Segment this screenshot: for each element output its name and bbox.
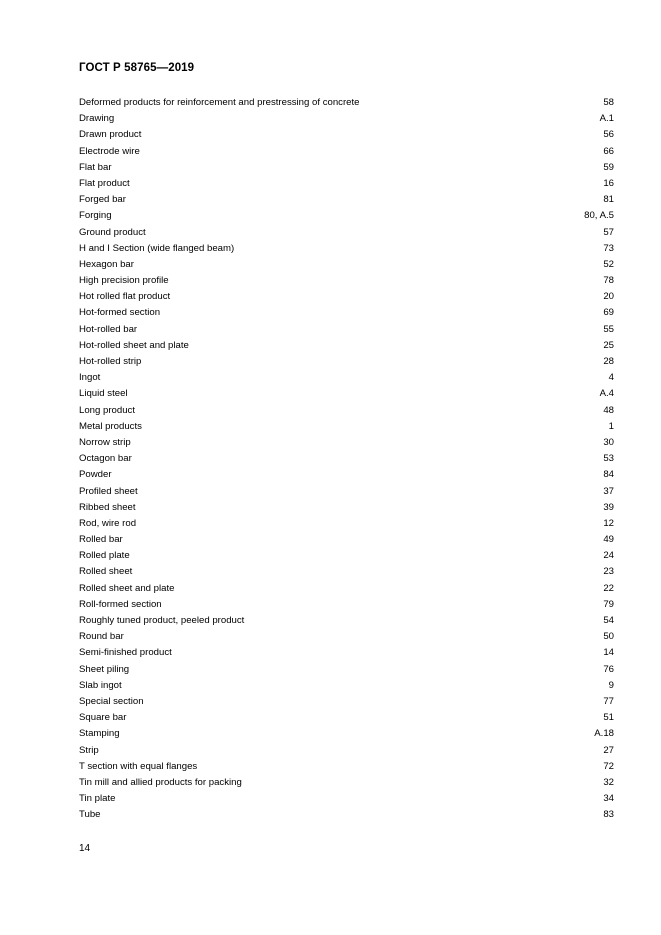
index-term-reference: 52	[603, 258, 614, 270]
index-term: Strip	[79, 744, 99, 756]
index-term: Rod, wire rod	[79, 517, 137, 529]
index-entry	[79, 225, 614, 241]
index-entry	[79, 403, 614, 419]
index-term-reference: 84	[603, 469, 614, 481]
index-term: Square bar	[79, 712, 127, 724]
index-term: Tin mill and allied products for packing	[79, 776, 242, 788]
index-term-reference: 16	[603, 177, 614, 189]
index-term: Rolled sheet and plate	[79, 582, 175, 594]
index-entry	[79, 500, 614, 516]
index-entry	[79, 710, 614, 726]
index-term: Roughly tuned product, peeled product	[79, 615, 245, 626]
index-term-reference: 50	[603, 631, 614, 643]
index-term: Hot-formed section	[79, 307, 161, 319]
index-term: Profiled sheet	[79, 485, 138, 497]
index-term-reference: 39	[603, 501, 614, 513]
index-entry	[79, 273, 614, 289]
index-term-reference: 53	[603, 453, 614, 465]
index-term-reference: 9	[608, 679, 614, 691]
index-entry	[79, 305, 614, 321]
index-entry	[79, 370, 614, 386]
index-term-reference: 22	[603, 582, 614, 594]
page-header: ГОСТ Р 58765—2019	[79, 62, 195, 74]
index-entry	[79, 354, 614, 370]
index-entry	[79, 743, 614, 759]
index-entry	[79, 564, 614, 580]
index-term: Hot rolled flat product	[79, 291, 171, 303]
index-term: Slab ingot	[79, 679, 122, 691]
index-term: Sheet piling	[79, 663, 130, 675]
index-entry	[79, 257, 614, 273]
index-term-reference: 72	[603, 760, 614, 772]
index-entry	[79, 791, 614, 807]
index-term: Ribbed sheet	[79, 501, 136, 513]
index-term: Forged bar	[79, 194, 126, 206]
index-entry	[79, 759, 614, 775]
index-term: Rolled bar	[79, 534, 123, 546]
index-entry	[79, 597, 614, 613]
index-term-reference: 55	[603, 323, 614, 335]
index-term-reference: A.4	[599, 388, 614, 400]
index-term: Tube	[79, 809, 101, 821]
index-term-reference: 23	[603, 566, 614, 578]
index-entry	[79, 338, 614, 354]
index-term-reference: 28	[603, 356, 614, 367]
index-term-reference: 73	[603, 242, 614, 254]
index-term-reference: 1	[608, 420, 614, 432]
index-term-reference: 81	[603, 194, 614, 206]
index-entry	[79, 532, 614, 548]
page-number: 14	[79, 843, 91, 854]
index-entry	[79, 678, 614, 694]
index-entry	[79, 176, 614, 192]
index-term-reference: 4	[608, 372, 614, 384]
index-term-reference: 48	[603, 404, 614, 416]
index-term: Semi-finished product	[79, 647, 172, 659]
index-term-reference: 14	[603, 647, 614, 659]
index-term: Special section	[79, 695, 144, 707]
index-term: Tin plate	[79, 793, 116, 805]
index-entry	[79, 192, 614, 208]
index-entry	[79, 613, 614, 629]
index-term-reference: 57	[603, 226, 614, 238]
index-term: High precision profile	[79, 275, 169, 287]
index-term-reference: A.18	[594, 728, 614, 740]
index-entry	[79, 662, 614, 678]
index-entry	[79, 807, 614, 823]
index-entry	[79, 95, 614, 111]
index-term-reference: 79	[603, 598, 614, 610]
index-term-reference: 80, A.5	[584, 210, 614, 222]
index-entry	[79, 160, 614, 176]
index-term-reference: 51	[603, 712, 614, 724]
index-entry	[79, 775, 614, 791]
index-entry	[79, 581, 614, 597]
index-entry	[79, 322, 614, 338]
index-entry	[79, 726, 614, 742]
index-term: Flat product	[79, 177, 130, 189]
index-term-reference: 54	[603, 615, 614, 626]
index-term-reference: 83	[603, 809, 614, 821]
index-term: Metal products	[79, 420, 142, 432]
index-term: H and I Section (wide flanged beam)	[79, 242, 235, 254]
term-index-list	[79, 95, 614, 823]
index-term: Ingot	[79, 372, 101, 384]
index-term-reference: A.1	[599, 113, 614, 125]
index-term: Drawing	[79, 113, 115, 125]
index-term-reference: 12	[603, 517, 614, 529]
index-entry	[79, 548, 614, 564]
index-term-reference: 56	[603, 129, 614, 141]
index-entry	[79, 208, 614, 224]
index-term-reference: 66	[603, 145, 614, 157]
index-term-reference: 27	[603, 744, 614, 756]
index-term-reference: 59	[603, 161, 614, 173]
index-term-reference: 76	[603, 663, 614, 675]
index-term: Hexagon bar	[79, 258, 134, 270]
index-term: Roll-formed section	[79, 598, 162, 610]
index-term-reference: 32	[603, 776, 614, 788]
index-term-reference: 34	[603, 793, 614, 805]
index-entry	[79, 645, 614, 661]
index-entry	[79, 629, 614, 645]
index-entry	[79, 419, 614, 435]
index-entry	[79, 289, 614, 305]
index-term-reference: 78	[603, 275, 614, 287]
index-term: Ground product	[79, 226, 146, 238]
index-term-reference: 69	[603, 307, 614, 319]
index-term: Hot-rolled strip	[79, 356, 142, 367]
index-term: Electrode wire	[79, 145, 140, 157]
index-term: Drawn product	[79, 129, 142, 141]
index-term: Liquid steel	[79, 388, 128, 400]
index-entry	[79, 435, 614, 451]
index-term-reference: 24	[603, 550, 614, 562]
index-entry	[79, 467, 614, 483]
index-term: Deformed products for reinforcement and prestressing of concrete	[79, 97, 360, 108]
index-term-reference: 49	[603, 534, 614, 546]
index-term: Flat bar	[79, 161, 112, 173]
index-entry	[79, 111, 614, 127]
index-term-reference: 30	[603, 436, 614, 448]
index-term: Round bar	[79, 631, 124, 643]
index-entry	[79, 127, 614, 143]
index-term: Stamping	[79, 728, 120, 740]
index-entry	[79, 241, 614, 257]
index-term: T section with equal flanges	[79, 760, 198, 772]
index-term: Forging	[79, 210, 112, 222]
index-entry	[79, 144, 614, 160]
index-term: Long product	[79, 404, 136, 416]
index-term-reference: 77	[603, 695, 614, 707]
index-term: Powder	[79, 469, 112, 481]
index-term-reference: 25	[603, 339, 614, 351]
index-term: Rolled plate	[79, 550, 130, 562]
index-term: Norrow strip	[79, 436, 131, 448]
index-entry	[79, 386, 614, 402]
index-term: Octagon bar	[79, 453, 132, 465]
index-entry	[79, 451, 614, 467]
index-entry	[79, 484, 614, 500]
index-term: Hot-rolled sheet and plate	[79, 339, 189, 351]
index-entry	[79, 694, 614, 710]
index-term-reference: 37	[603, 485, 614, 497]
index-entry	[79, 516, 614, 532]
index-term-reference: 20	[603, 291, 614, 303]
index-term-reference: 58	[603, 97, 614, 108]
index-term: Hot-rolled bar	[79, 323, 138, 335]
index-term: Rolled sheet	[79, 566, 133, 578]
